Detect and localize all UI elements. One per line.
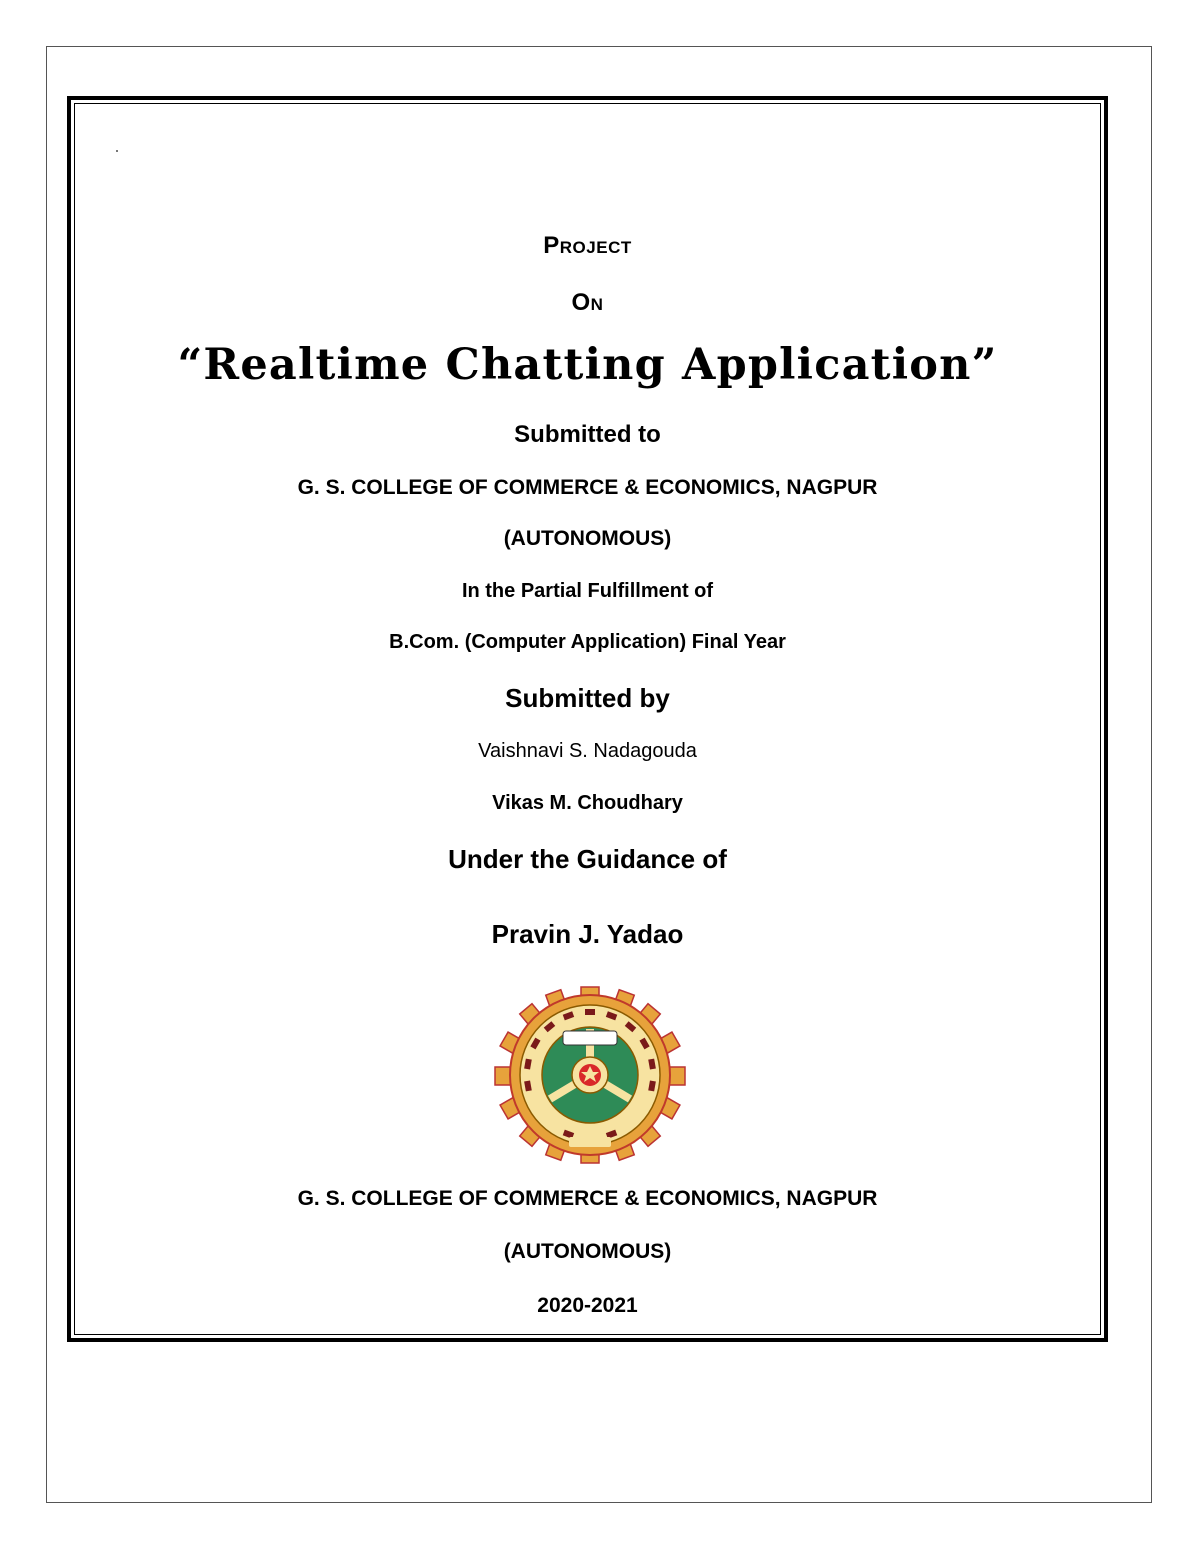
partial-fulfillment: In the Partial Fulfillment of [461,580,714,602]
autonomous-label: (AUTONOMOUS) [503,527,672,550]
guidance-label: Under the Guidance of [448,844,727,874]
college-name: G. S. COLLEGE OF COMMERCE & ECONOMICS, NAGPUR [297,476,878,499]
heading-on: On [571,289,604,316]
degree: B.Com. (Computer Application) Final Year [389,631,786,653]
stray-dot [116,150,118,152]
heading-project: Project [543,232,632,259]
project-title: “Realtime Chatting Application” [177,340,998,390]
guide-name: Pravin J. Yadao [491,919,684,949]
seal-top-banner [563,1031,617,1045]
student-name-2: Vikas M. Choudhary [492,792,683,814]
college-seal-icon [493,985,687,1165]
academic-year: 2020-2021 [537,1294,638,1317]
submitted-to-label: Submitted to [514,421,661,448]
submitted-by-label: Submitted by [505,683,670,713]
footer-autonomous-label: (AUTONOMOUS) [503,1240,672,1263]
seal-bottom-label [569,1137,611,1147]
student-name-1: Vaishnavi S. Nadagouda [478,740,697,762]
footer-college-name: G. S. COLLEGE OF COMMERCE & ECONOMICS, NAGPUR [297,1187,878,1210]
